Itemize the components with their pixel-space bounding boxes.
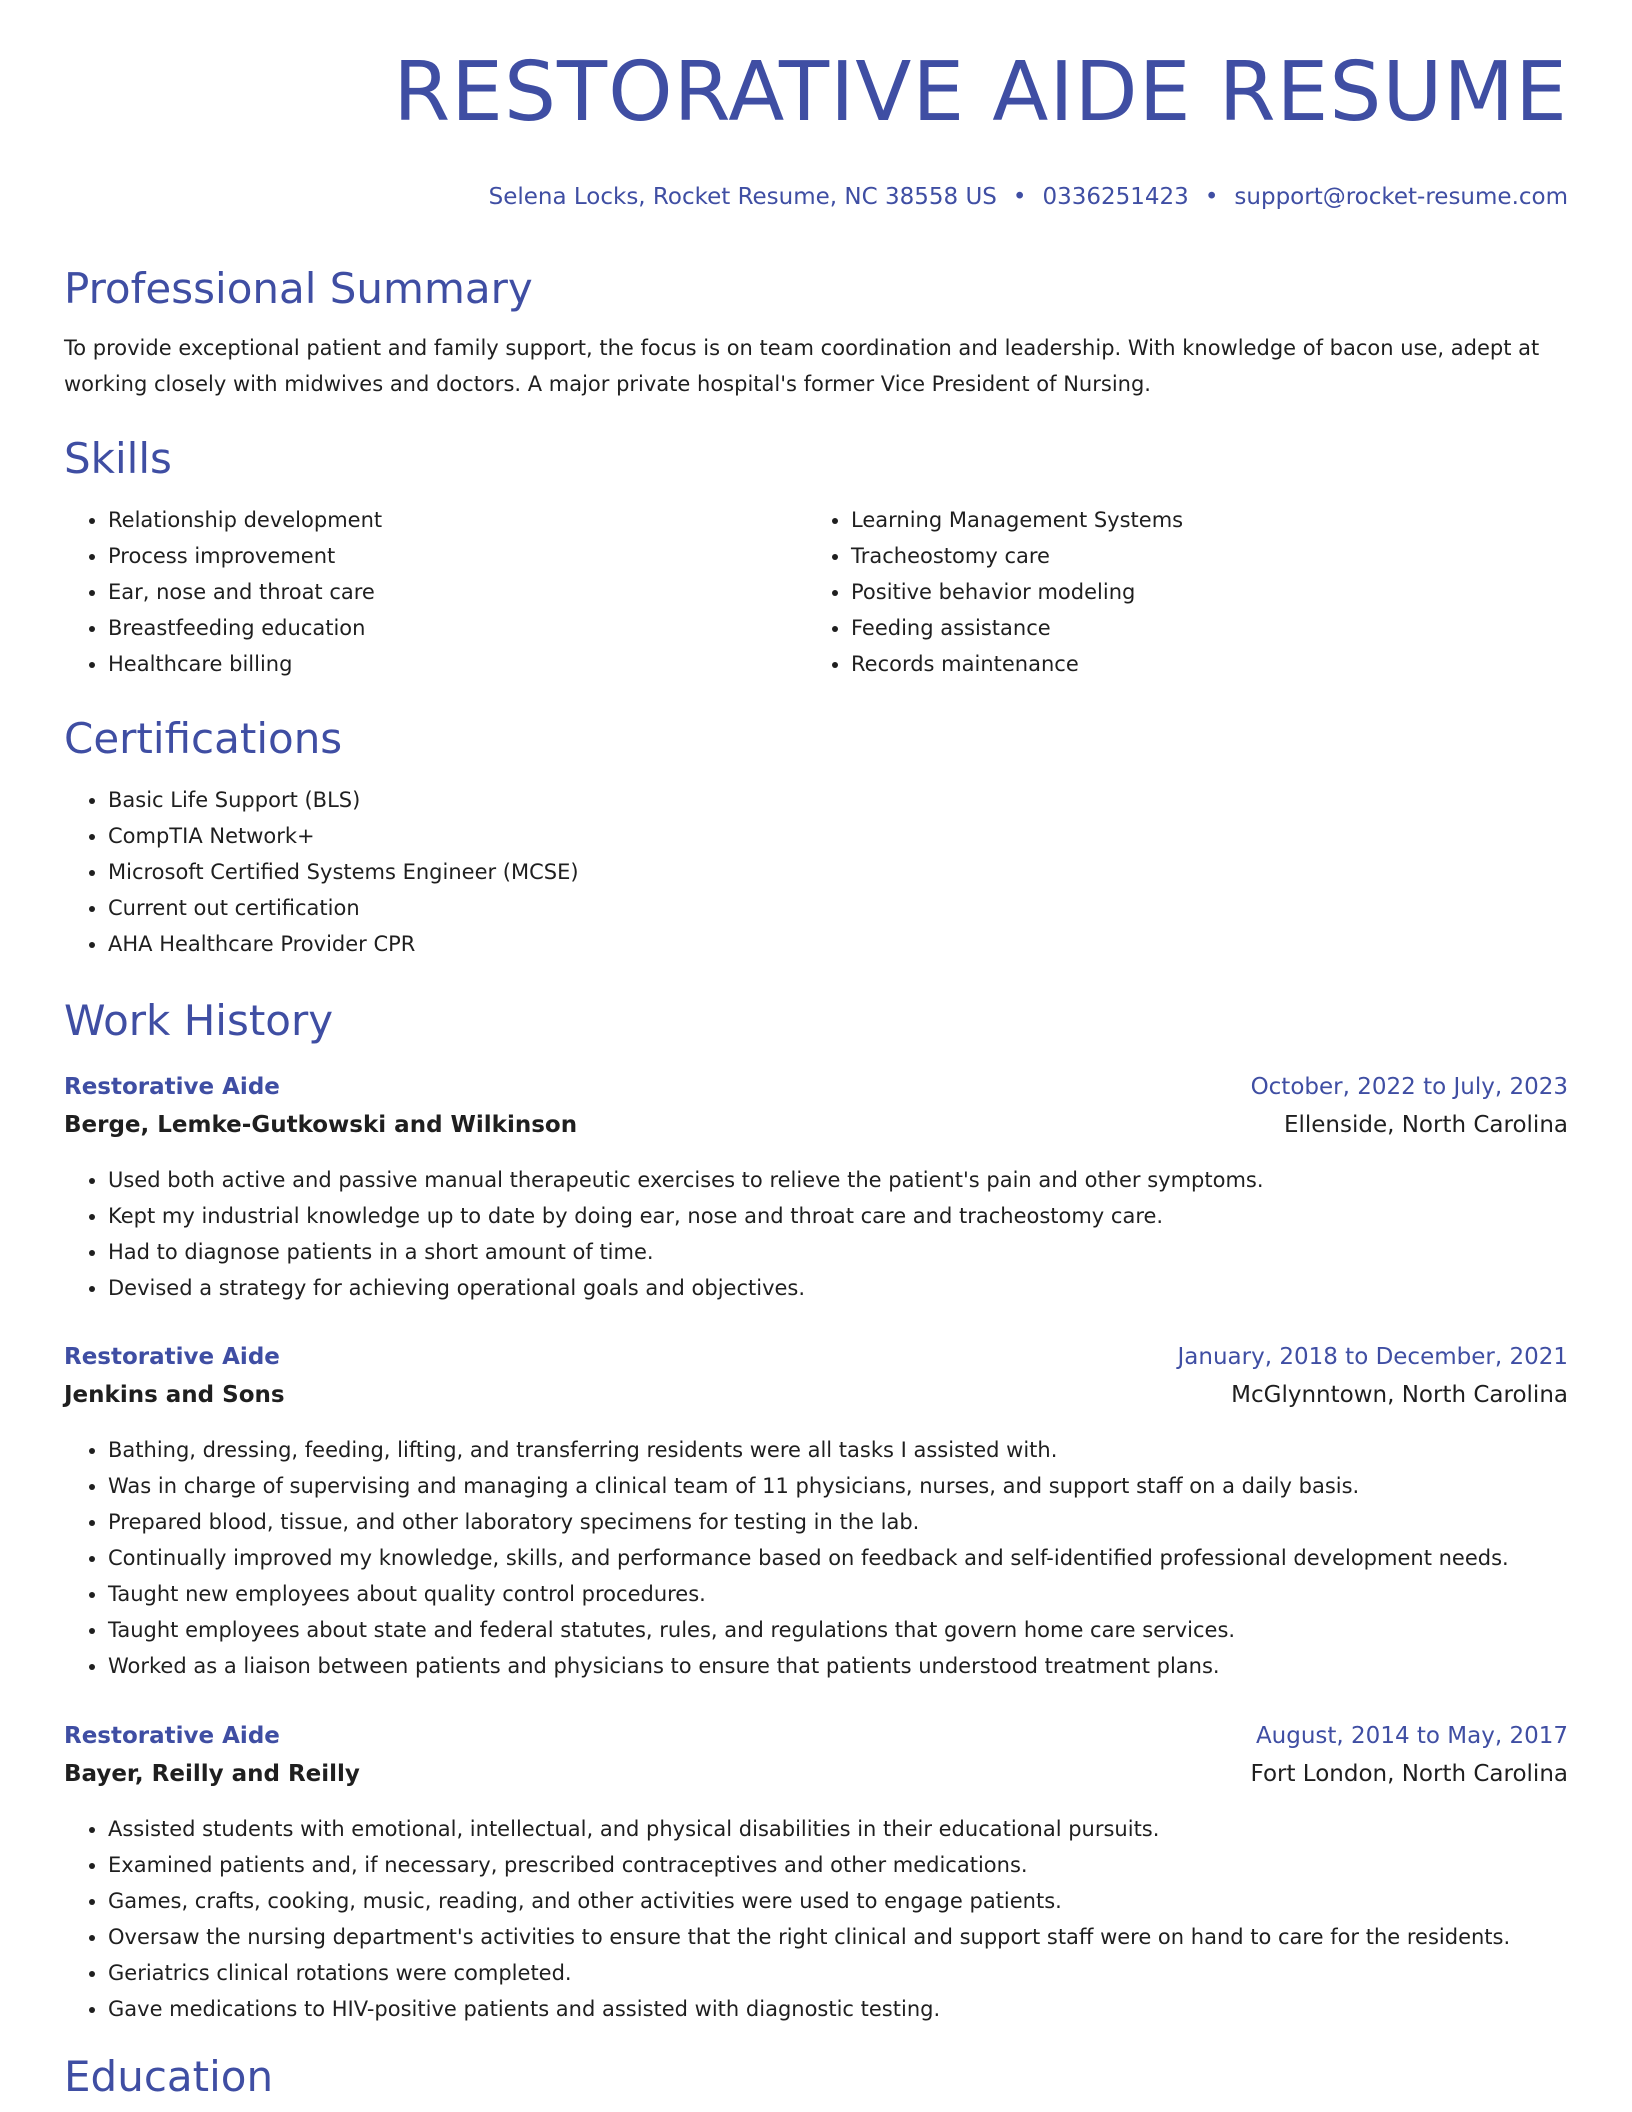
- contact-separator: •: [1012, 184, 1027, 210]
- job-title: Restorative Aide: [64, 1344, 280, 1370]
- job-duties-list: [64, 1811, 1510, 2027]
- list-item: • Worked as a liaison between patients and physicians to ensure that patients understood treatment plans.: [108, 1648, 1509, 1684]
- contact-email[interactable]: support@rocket-resume.com: [1234, 184, 1568, 210]
- list-item: • Was in charge of supervising and managing a clinical team of 11 physicians, nurses, and support staff on a daily basis.: [108, 1468, 1509, 1504]
- list-item: • CompTIA Network+: [108, 818, 579, 854]
- skills-list-right: [807, 502, 1183, 682]
- list-item: • Devised a strategy for achieving operational goals and objectives.: [108, 1270, 1264, 1306]
- job-dates: January, 2018 to December, 2021: [1177, 1344, 1568, 1370]
- list-item: • Assisted students with emotional, intellectual, and physical disabilities in their educational pursuits.: [108, 1811, 1510, 1847]
- job-employer: [64, 1758, 1568, 1790]
- list-item: • Current out certification: [108, 890, 579, 926]
- company-name: Berge, Lemke-Gutkowski and Wilkinson: [64, 1112, 578, 1138]
- list-item: • Kept my industrial knowledge up to date by doing ear, nose and throat care and tracheostomy care.: [108, 1198, 1264, 1234]
- list-item: • Oversaw the nursing department's activities to ensure that the right clinical and support staff were on hand to care for the residents.: [108, 1919, 1510, 1955]
- list-item: • Gave medications to HIV-positive patients and assisted with diagnostic testing.: [108, 1991, 1510, 2027]
- list-item: • Ear, nose and throat care: [108, 574, 382, 610]
- job-duties-list: [64, 1162, 1264, 1306]
- job-header: [64, 1341, 1568, 1373]
- list-item: • AHA Healthcare Provider CPR: [108, 926, 579, 962]
- list-item: • Prepared blood, tissue, and other laboratory specimens for testing in the lab.: [108, 1504, 1509, 1540]
- contact-address: Selena Locks, Rocket Resume, NC 38558 US: [488, 184, 997, 210]
- list-item: • Healthcare billing: [108, 646, 382, 682]
- list-item: • Relationship development: [108, 502, 382, 538]
- contact-line: [489, 182, 1568, 212]
- list-item: • Taught employees about state and federal statutes, rules, and regulations that govern home care services.: [108, 1612, 1509, 1648]
- list-item: • Examined patients and, if necessary, prescribed contraceptives and other medications.: [108, 1847, 1510, 1883]
- list-item: • Continually improved my knowledge, skills, and performance based on feedback and self-identified professional development needs.: [108, 1540, 1509, 1576]
- job-location: Ellenside, North Carolina: [1283, 1112, 1568, 1138]
- job-dates: August, 2014 to May, 2017: [1255, 1723, 1568, 1749]
- job-title: Restorative Aide: [64, 1723, 280, 1749]
- job-location: McGlynntown, North Carolina: [1231, 1382, 1568, 1408]
- contact-separator: •: [1204, 184, 1219, 210]
- list-item: • Games, crafts, cooking, music, reading, and other activities were used to engage patients.: [108, 1883, 1510, 1919]
- job-dates: October, 2022 to July, 2023: [1250, 1074, 1568, 1100]
- list-item: • Had to diagnose patients in a short amount of time.: [108, 1234, 1264, 1270]
- list-item: • Tracheostomy care: [851, 538, 1183, 574]
- list-item: • Learning Management Systems: [851, 502, 1183, 538]
- work-history-heading: Work History: [64, 996, 334, 1045]
- company-name: Jenkins and Sons: [64, 1382, 285, 1408]
- list-item: • Breastfeeding education: [108, 610, 382, 646]
- skills-heading: Skills: [64, 434, 172, 483]
- resume-title: RESTORATIVE AIDE RESUME: [393, 45, 1568, 140]
- job-location: Fort London, North Carolina: [1250, 1761, 1568, 1787]
- list-item: • Basic Life Support (BLS): [108, 782, 579, 818]
- summary-heading: Professional Summary: [64, 264, 533, 313]
- certifications-heading: Certifications: [64, 714, 343, 763]
- list-item: • Used both active and passive manual therapeutic exercises to relieve the patient's pain and other symptoms.: [108, 1162, 1264, 1198]
- list-item: • Positive behavior modeling: [851, 574, 1183, 610]
- job-duties-list: [64, 1432, 1509, 1684]
- job-header: [64, 1071, 1568, 1103]
- job-title: Restorative Aide: [64, 1074, 280, 1100]
- education-heading: Education: [64, 2052, 274, 2101]
- list-item: • Process improvement: [108, 538, 382, 574]
- list-item: • Microsoft Certified Systems Engineer (MCSE): [108, 854, 579, 890]
- list-item: • Records maintenance: [851, 646, 1183, 682]
- summary-text: To provide exceptional patient and family support, the focus is on team coordination and leadership. With knowledge of bacon use, adept at working closely with midwives and doctors. A major private hospital's former Vice President of Nursing.: [64, 336, 1540, 396]
- list-item: • Taught new employees about quality control procedures.: [108, 1576, 1509, 1612]
- list-item: • Geriatrics clinical rotations were completed.: [108, 1955, 1510, 1991]
- list-item: • Feeding assistance: [851, 610, 1183, 646]
- skills-list-left: [64, 502, 382, 682]
- certifications-list: [64, 782, 579, 962]
- job-employer: [64, 1109, 1568, 1141]
- list-item: • Bathing, dressing, feeding, lifting, and transferring residents were all tasks I assisted with.: [108, 1432, 1509, 1468]
- job-header: [64, 1720, 1568, 1752]
- job-employer: [64, 1379, 1568, 1411]
- contact-phone: 0336251423: [1042, 184, 1189, 210]
- company-name: Bayer, Reilly and Reilly: [64, 1761, 360, 1787]
